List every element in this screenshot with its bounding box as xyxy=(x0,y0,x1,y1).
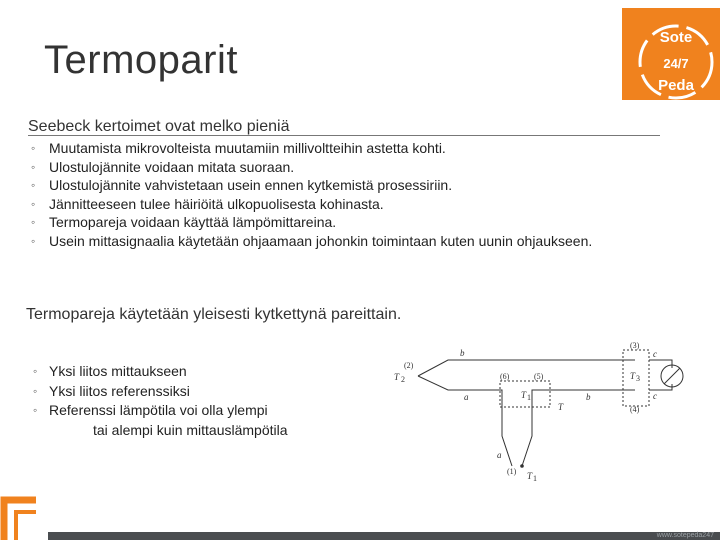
bullet-icon: ◦ xyxy=(31,159,36,174)
label-t1-ref-sub: 1 xyxy=(527,393,531,402)
label-junction-2: (2) xyxy=(404,361,414,370)
bullet-icon: ◦ xyxy=(31,141,36,155)
bullet-icon: ◦ xyxy=(31,233,36,248)
list-item xyxy=(28,213,628,232)
bullet-text: Yksi liitos mittaukseen xyxy=(49,363,187,379)
corner-bracket-decoration xyxy=(0,496,40,540)
bullet-icon: ◦ xyxy=(31,178,36,192)
bullet-text: Ulostulojännite voidaan mitata suoraan. xyxy=(49,158,295,175)
voltmeter-needle xyxy=(664,368,680,384)
wire-c-bottom xyxy=(649,384,672,390)
footer-url: www.sotepeda247 xyxy=(656,532,714,539)
label-junction-3: (3) xyxy=(630,341,640,350)
bullet-text: Muutamista mikrovolteista muutamiin millivoltteihin astetta kohti. xyxy=(49,140,446,156)
label-a-bottom: a xyxy=(497,450,502,460)
bullet-text: Yksi liitos referenssiksi xyxy=(49,382,190,399)
section2-bullet-list xyxy=(30,362,330,440)
label-t1-meas: T xyxy=(527,471,533,481)
label-c-top: c xyxy=(653,349,657,359)
label-b-top: b xyxy=(460,348,465,358)
label-junction-5: (5) xyxy=(534,372,544,381)
label-b-right: b xyxy=(586,392,591,402)
footer-bar xyxy=(48,532,720,540)
wire-c-top xyxy=(649,360,672,368)
label-a-left: a xyxy=(464,392,469,402)
label-t3-sub: 3 xyxy=(636,374,640,383)
wire-b-top xyxy=(418,360,635,376)
section1-heading: Seebeck kertoimet ovat melko pieniä xyxy=(28,118,290,135)
list-item xyxy=(28,232,628,251)
bullet-text: Termopareja voidaan käyttää lämpömittareina. xyxy=(49,214,337,230)
label-t2-sub: 2 xyxy=(401,375,405,384)
list-item xyxy=(30,382,330,402)
list-item xyxy=(30,401,330,421)
bullet-text: Jännitteeseen tulee häiriöitä ulkopuolisesta kohinasta. xyxy=(49,195,384,212)
label-junction-4: (4) xyxy=(630,405,640,414)
bullet-icon: ◦ xyxy=(31,196,36,211)
bullet-text: Usein mittasignaalia käytetään ohjaamaan johonkin toimintaan kuten uunin ohjaukseen. xyxy=(49,232,593,249)
sote-peda-logo xyxy=(622,8,720,100)
bullet-text: Ulostulojännite vahvistetaan usein ennen kytkemistä prosessiriin. xyxy=(49,177,453,193)
measurement-junction-dot xyxy=(520,464,524,468)
label-junction-1: (1) xyxy=(507,467,517,476)
list-item xyxy=(28,195,628,214)
section1-bullet-list xyxy=(28,139,628,250)
label-junction-6: (6) xyxy=(500,372,510,381)
logo-text-bottom: Peda xyxy=(658,77,694,94)
bullet-text: Referenssi lämpötila voi olla ylempi xyxy=(49,402,268,418)
heading-divider xyxy=(28,135,660,136)
bullet-icon: ◦ xyxy=(33,403,38,417)
label-c-bottom: c xyxy=(653,391,657,401)
list-item xyxy=(28,139,628,158)
logo-text-top: Sote xyxy=(659,29,693,46)
wire-a-right xyxy=(522,390,635,466)
slide-title: Termoparit xyxy=(44,38,238,82)
label-T: T xyxy=(558,402,564,412)
thermocouple-circuit-diagram xyxy=(390,336,700,486)
list-item-continuation: tai alempi kuin mittauslämpötila xyxy=(93,421,288,438)
label-t3: T xyxy=(630,371,636,381)
list-item xyxy=(28,176,628,195)
label-t1-ref: T xyxy=(521,390,527,400)
list-item xyxy=(28,158,628,177)
bullet-icon: ◦ xyxy=(31,215,36,229)
logo-text-middle: 24/7 xyxy=(663,56,689,71)
section2-heading: Termopareja käytetään yleisesti kytkettynä pareittain. xyxy=(26,306,402,323)
bullet-icon: ◦ xyxy=(33,364,38,378)
label-t1-meas-sub: 1 xyxy=(533,474,537,483)
bullet-icon: ◦ xyxy=(33,383,38,398)
label-t2: T xyxy=(394,372,400,382)
list-item xyxy=(30,362,330,382)
